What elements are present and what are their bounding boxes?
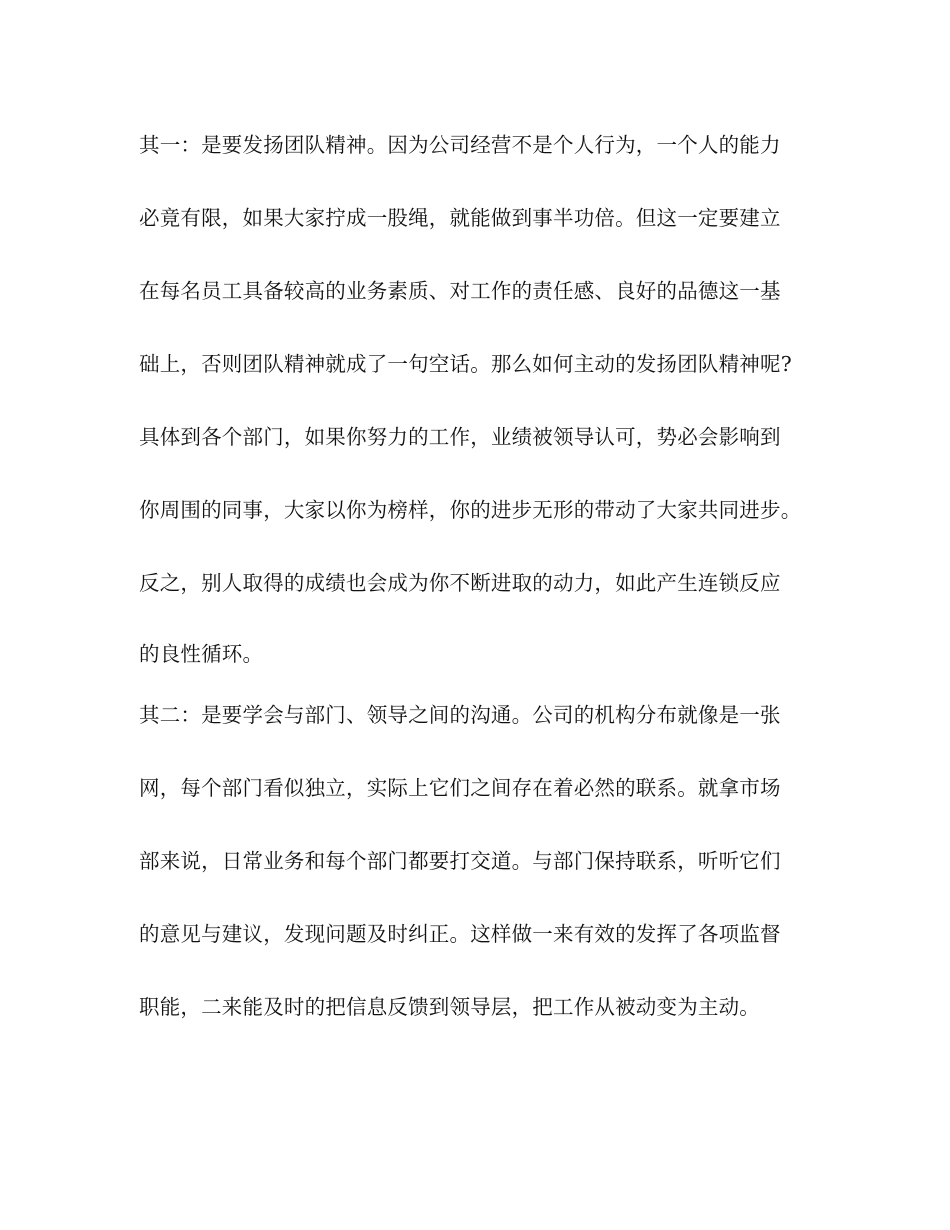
text-line: 必竟有限，如果大家拧成一股绳，就能做到事半功倍。但这一定要建立 bbox=[139, 206, 781, 230]
text-line: 在每名员工具备较高的业务素质、对工作的责任感、良好的品德这一基 bbox=[139, 279, 781, 303]
text-line: 的意见与建议，发现问题及时纠正。这样做一来有效的发挥了各项监督 bbox=[139, 922, 781, 946]
text-line: 网，每个部门看似独立，实际上它们之间存在着必然的联系。就拿市场 bbox=[139, 776, 781, 800]
text-line: 反之，别人取得的成绩也会成为你不断进取的动力，如此产生连锁反应 bbox=[139, 571, 781, 595]
text-line: 础上，否则团队精神就成了一句空话。那么如何主动的发扬团队精神呢? bbox=[139, 352, 792, 376]
document-body bbox=[139, 0, 839, 1230]
text-line: 职能，二来能及时的把信息反馈到领导层，把工作从被动变为主动。 bbox=[139, 995, 760, 1019]
text-line: 部来说，日常业务和每个部门都要打交道。与部门保持联系，听听它们 bbox=[139, 849, 781, 873]
text-line: 其一：是要发扬团队精神。因为公司经营不是个人行为，一个人的能力 bbox=[139, 133, 781, 157]
text-line: 具体到各个部门，如果你努力的工作，业绩被领导认可，势必会影响到 bbox=[139, 425, 781, 449]
text-line: 其二：是要学会与部门、领导之间的沟通。公司的机构分布就像是一张 bbox=[139, 703, 781, 727]
text-line: 你周围的同事，大家以你为榜样，你的进步无形的带动了大家共同进步。 bbox=[139, 498, 802, 522]
text-line: 的良性循环。 bbox=[139, 642, 264, 666]
